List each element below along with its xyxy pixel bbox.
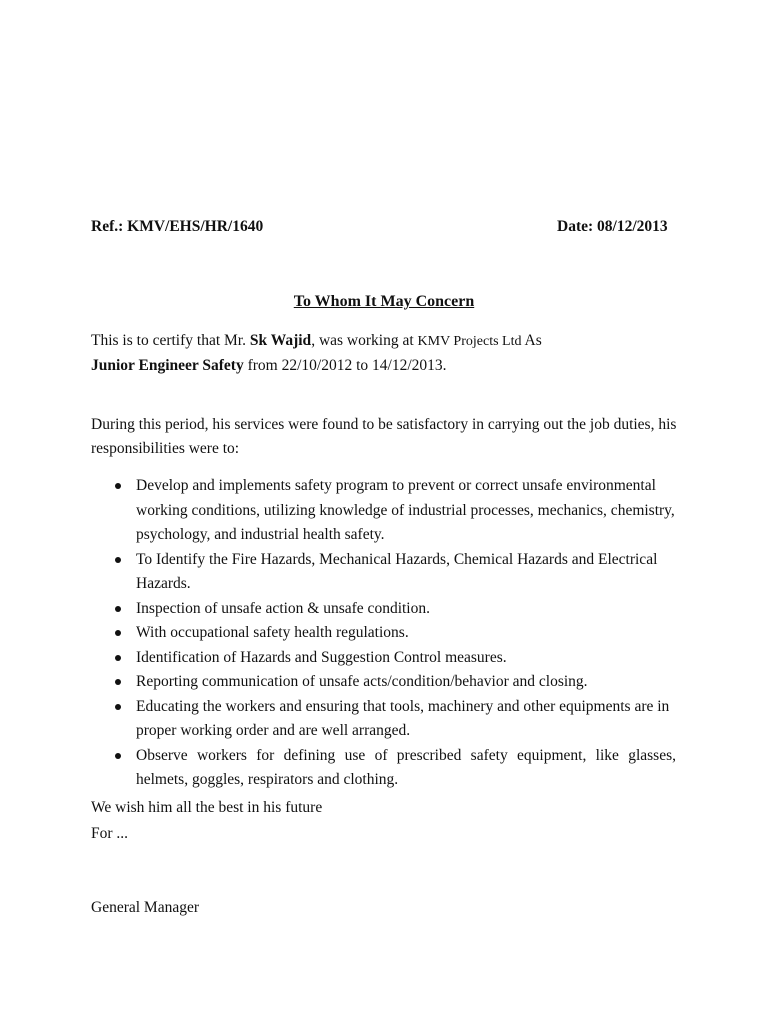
list-item: To Identify the Fire Hazards, Mechanical Hazards, Chemical Hazards and Electrical Hazards. bbox=[91, 548, 676, 597]
closing-wish: We wish him all the best in his future bbox=[91, 799, 323, 816]
as-text: As bbox=[521, 332, 542, 349]
signatory-title: General Manager bbox=[91, 899, 200, 916]
job-position: Junior Engineer Safety bbox=[91, 357, 244, 374]
intro-text: This is to certify that Mr. bbox=[91, 332, 250, 349]
list-item: Identification of Hazards and Suggestion Control measures. bbox=[91, 646, 676, 671]
employee-name: Sk Wajid bbox=[249, 332, 312, 349]
list-item: With occupational safety health regulations. bbox=[91, 621, 676, 646]
list-item: Observe workers for defining use of prescribed safety equipment, like glasses, helmets, goggles, respirators and clothing. bbox=[91, 744, 676, 793]
certification-paragraph bbox=[91, 329, 691, 378]
letter-heading: To Whom It May Concern bbox=[293, 293, 475, 310]
letter-date: Date: 08/12/2013 bbox=[557, 218, 668, 235]
for-line: For ... bbox=[91, 825, 129, 842]
reference-number: Ref.: KMV/EHS/HR/1640 bbox=[91, 218, 264, 235]
working-text: , was working at bbox=[311, 332, 418, 349]
duties-paragraph: During this period, his services were found to be satisfactory in carrying out the job duties, his responsibilities were to: bbox=[91, 416, 677, 457]
list-item: Educating the workers and ensuring that tools, machinery and other equipments are in proper working order and are well arranged. bbox=[91, 695, 676, 744]
company-name: KMV Projects Ltd bbox=[417, 334, 522, 349]
list-item: Reporting communication of unsafe acts/condition/behavior and closing. bbox=[91, 670, 676, 695]
list-item: Develop and implements safety program to prevent or correct unsafe environmental working conditions, utilizing knowledge of industrial processes, mechanics, chemistry, psychology, and industrial health safety. bbox=[91, 474, 676, 548]
list-item: Inspection of unsafe action & unsafe condition. bbox=[91, 597, 676, 622]
period-text: from 22/10/2012 to 14/12/2013. bbox=[243, 357, 447, 374]
responsibilities-list bbox=[91, 474, 676, 793]
